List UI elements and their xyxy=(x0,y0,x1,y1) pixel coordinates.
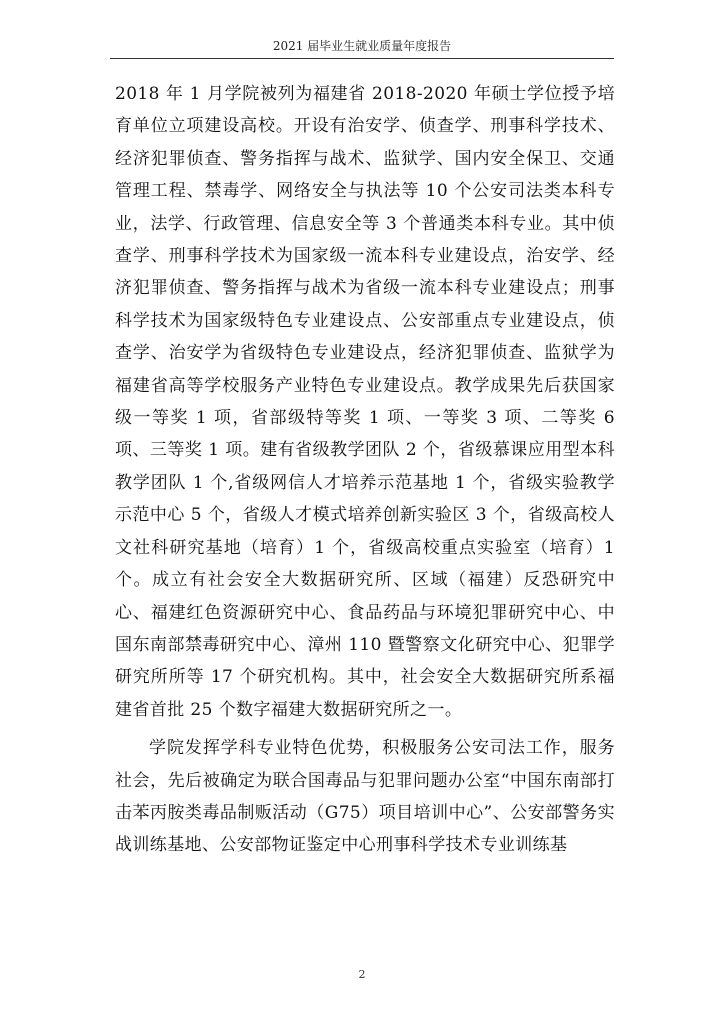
document-body xyxy=(115,78,615,862)
page-number: 2 xyxy=(358,968,366,981)
paragraph-college-overview: 2018 年 1 月学院被列为福建省 2018-2020 年硕士学位授予培育单位立项建设高校。开设有治安学、侦查学、刑事科学技术、经济犯罪侦查、警务指挥与战术、监狱学、国内安全保卫、交通管理工程、禁毒学、网络安全与执法等 10 个公安司法类本科专业，法学、行政管理、信息安全等 3 个普通类本科专业。其中侦查学、刑事科学技术为国家级一流本科专业建设点，治安学、经济犯罪侦查、警务指挥与战术为省级一流本科专业建设点；刑事科学技术为国家级特色专业建设点、公安部重点专业建设点，侦查学、治安学为省级特色专业建设点，经济犯罪侦查、监狱学为福建省高等学校服务产业特色专业建设点。教学成果先后获国家级一等奖 1 项，省部级特等奖 1 项、一等奖 3 项、二等奖 6 项、三等奖 1 项。建有省级教学团队 2 个，省级慕课应用型本科教学团队 1 个,省级网信人才培养示范基地 1 个，省级实验教学示范中心 5 个，省级人才模式培养创新实验区 3 个，省级高校人文社科研究基地（培育）1 个，省级高校重点实验室（培育）1 个。成立有社会安全大数据研究所、区域（福建）反恐研究中心、福建红色资源研究中心、食品药品与环境犯罪研究中心、中国东南部禁毒研究中心、漳州 110 暨警察文化研究中心、犯罪学研究所所等 17 个研究机构。其中，社会安全大数据研究所系福建省首批 25 个数字福建大数据研究所之一。 xyxy=(115,84,615,720)
report-title: 2021 届毕业生就业质量年度报告 xyxy=(272,39,452,53)
page-header xyxy=(110,36,614,59)
paragraph-service-role: 学院发挥学科专业特色优势，积极服务公安司法工作，服务社会，先后被确定为联合国毒品与犯罪问题办公室“中国东南部打击苯丙胺类毒品制贩活动（G75）项目培训中心”、公安部警务实战训练基地、公安部物证鉴定中心刑事科学技术专业训练基 xyxy=(115,738,615,856)
